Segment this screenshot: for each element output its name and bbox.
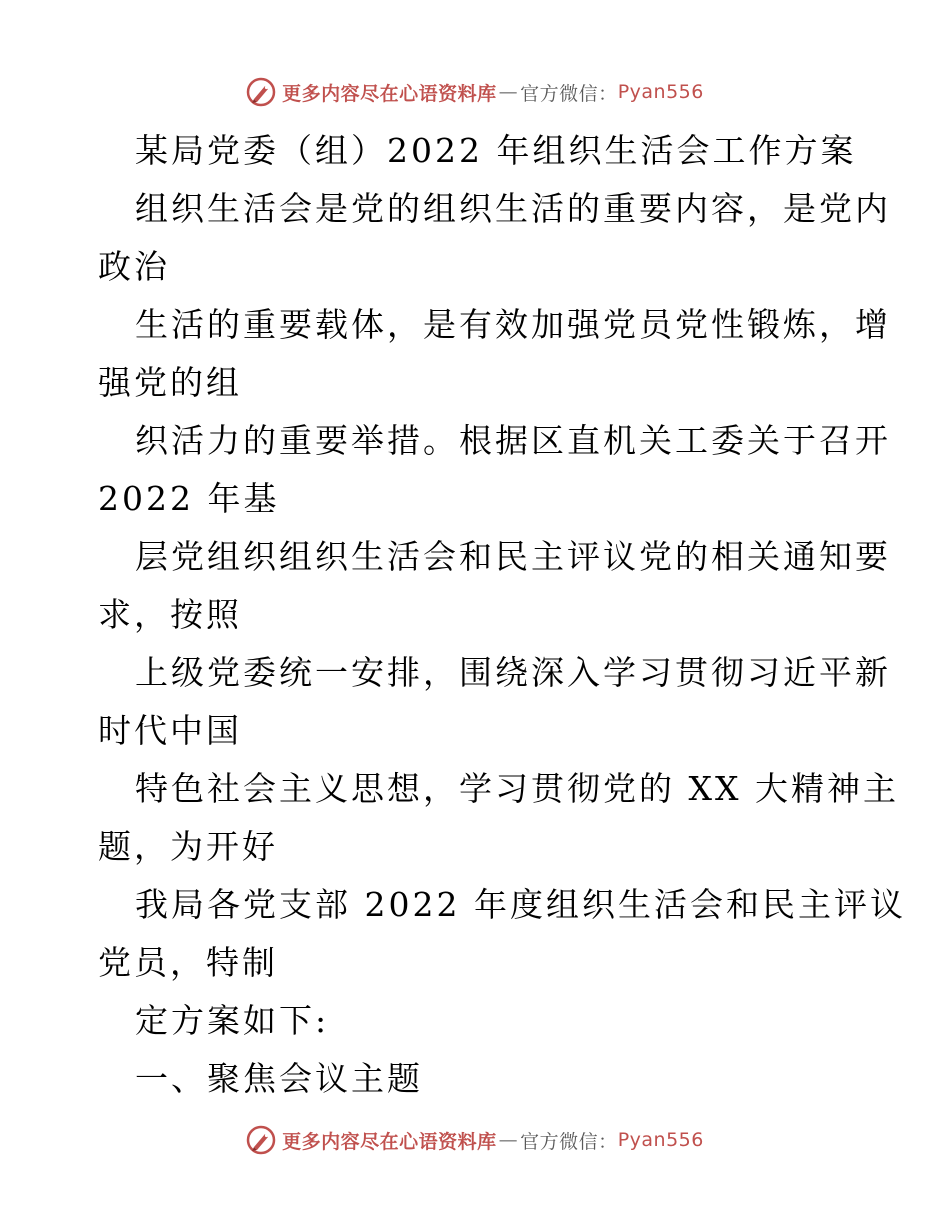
- banner-title: 更多内容尽在心语资料库: [282, 1130, 497, 1153]
- pen-nib-logo-icon: [246, 77, 276, 107]
- banner-separator: —: [498, 1129, 519, 1151]
- body-line: 求，按照: [98, 595, 242, 634]
- body-line: 上级党委统一安排，围绕深入学习贯彻习近平新: [135, 653, 891, 692]
- body-line: 特色社会主义思想，学习贯彻党的 XX 大精神主: [135, 769, 899, 808]
- body-line: 织活力的重要举措。根据区直机关工委关于召开: [135, 421, 891, 460]
- banner-wechat-id: Pyan556: [617, 1129, 704, 1151]
- footer-banner: [0, 1120, 950, 1160]
- header-banner: [0, 72, 950, 112]
- body-line: 政治: [98, 247, 170, 286]
- banner-wechat-id: Pyan556: [617, 81, 704, 103]
- body-line: 题，为开好: [98, 827, 278, 866]
- body-line: 党员，特制: [98, 943, 278, 982]
- banner-official-label: 官方微信：: [520, 82, 618, 105]
- body-line: 生活的重要载体，是有效加强党员党性锻炼，增: [135, 305, 891, 344]
- body-line: 组织生活会是党的组织生活的重要内容，是党内: [135, 189, 891, 228]
- body-line: 我局各党支部 2022 年度组织生活会和民主评议: [135, 885, 906, 924]
- body-line: 时代中国: [98, 711, 242, 750]
- document-body: [98, 122, 906, 1108]
- banner-title: 更多内容尽在心语资料库: [282, 82, 497, 105]
- document-title: 某局党委（组）2022 年组织生活会工作方案: [135, 131, 857, 170]
- body-line: 2022 年基: [98, 479, 280, 518]
- body-line: 层党组织组织生活会和民主评议党的相关通知要: [135, 537, 891, 576]
- body-line: 定方案如下:: [135, 1001, 330, 1040]
- body-line: 强党的组: [98, 363, 242, 402]
- banner-official-label: 官方微信：: [520, 1130, 618, 1153]
- section-heading: 一、聚焦会议主题: [135, 1059, 423, 1098]
- banner-separator: —: [498, 81, 519, 103]
- pen-nib-logo-icon: [246, 1125, 276, 1155]
